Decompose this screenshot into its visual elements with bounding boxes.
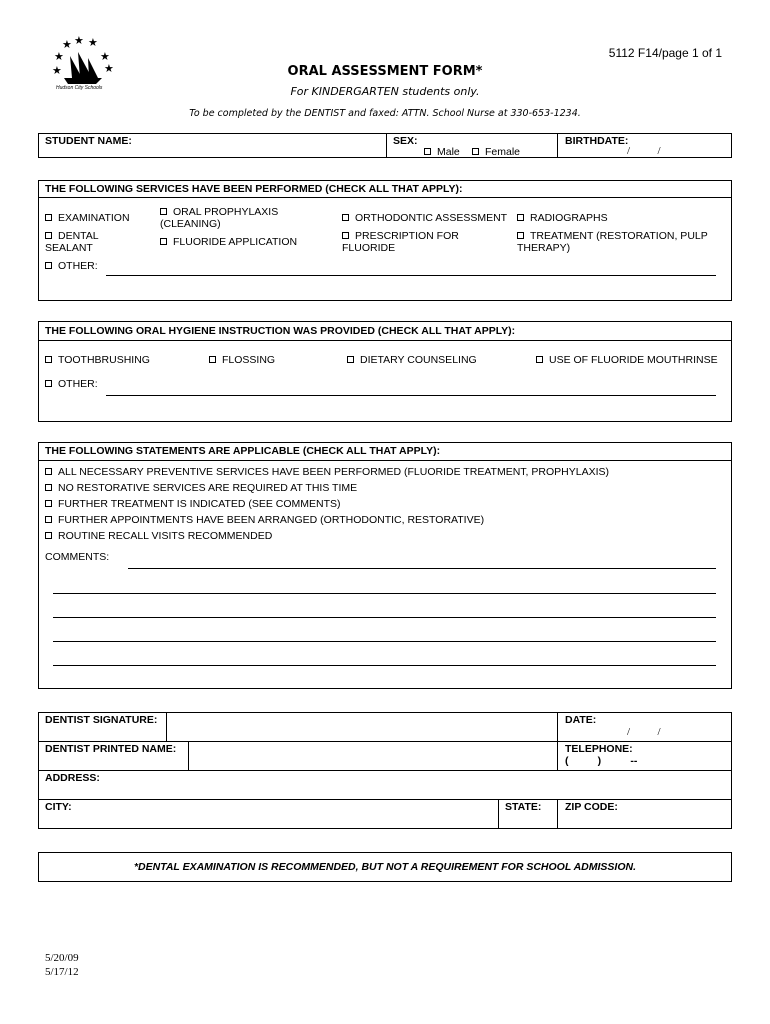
flossing-checkbox[interactable] <box>209 356 216 363</box>
logo-caption: Hudson City Schools <box>56 85 103 91</box>
statement-checkbox[interactable] <box>45 516 52 523</box>
treatment-checkbox[interactable] <box>517 232 524 239</box>
sex-male-option[interactable]: Male <box>424 146 460 158</box>
services-other-checkbox[interactable] <box>45 262 52 269</box>
services-other-field[interactable] <box>106 275 716 276</box>
dentist-printed-name-field[interactable] <box>190 742 556 769</box>
dentist-signature-label: DENTIST SIGNATURE: <box>45 714 158 726</box>
hygiene-heading: THE FOLLOWING ORAL HYGIENE INSTRUCTION WAS PROVIDED (CHECK ALL THAT APPLY): <box>45 325 516 337</box>
statement-checkbox[interactable] <box>45 484 52 491</box>
state-label: STATE: <box>505 801 542 813</box>
form-instruction: To be completed by the DENTIST and faxed: ATTN. School Nurse at 330-653-1234. <box>189 108 581 119</box>
revision-date: 5/17/12 <box>45 966 79 978</box>
dietary-option[interactable]: DIETARY COUNSELING <box>347 354 477 366</box>
admission-note: *DENTAL EXAMINATION IS RECOMMENDED, BUT NOT A REQUIREMENT FOR SCHOOL ADMISSION. <box>133 861 637 873</box>
statement-item[interactable]: NO RESTORATIVE SERVICES ARE REQUIRED AT THIS TIME <box>45 482 357 494</box>
hygiene-other-checkbox[interactable] <box>45 380 52 387</box>
mouthrinse-checkbox[interactable] <box>536 356 543 363</box>
statement-item[interactable]: ROUTINE RECALL VISITS RECOMMENDED <box>45 530 272 542</box>
dentist-signature-field[interactable] <box>168 713 556 740</box>
sex-label: SEX: <box>393 135 418 147</box>
comments-line[interactable] <box>128 568 716 569</box>
city-label: CITY: <box>45 801 72 813</box>
sex-female-option[interactable]: Female <box>472 146 520 158</box>
prophylaxis-checkbox[interactable] <box>160 208 167 215</box>
statements-heading: THE FOLLOWING STATEMENTS ARE APPLICABLE (CHECK ALL THAT APPLY): <box>45 445 441 457</box>
services-heading: THE FOLLOWING SERVICES HAVE BEEN PERFORMED (CHECK ALL THAT APPLY): <box>45 183 463 195</box>
radiographs-checkbox[interactable] <box>517 214 524 221</box>
date-field[interactable]: / / <box>627 726 661 738</box>
treatment-option[interactable]: TREATMENT (RESTORATION, PULP THERAPY) <box>517 230 708 254</box>
comments-line[interactable] <box>53 665 716 666</box>
telephone-label: TELEPHONE: <box>565 743 633 755</box>
statements-section <box>38 442 732 689</box>
prophylaxis-option[interactable]: ORAL PROPHYLAXIS (CLEANING) <box>160 206 279 230</box>
dentist-printed-name-label: DENTIST PRINTED NAME: <box>45 743 177 755</box>
statement-checkbox[interactable] <box>45 468 52 475</box>
statement-item[interactable]: FURTHER TREATMENT IS INDICATED (SEE COMMENTS) <box>45 498 341 510</box>
svg-text:★: ★ <box>88 36 98 49</box>
statement-item[interactable]: ALL NECESSARY PREVENTIVE SERVICES HAVE BEEN PERFORMED (FLUORIDE TREATMENT, PROPHYLAXIS) <box>45 466 609 478</box>
form-title: ORAL ASSESSMENT FORM* <box>287 64 483 79</box>
statement-checkbox[interactable] <box>45 500 52 507</box>
comments-label: COMMENTS: <box>45 551 110 563</box>
prescription-checkbox[interactable] <box>342 232 349 239</box>
svg-text:★: ★ <box>62 38 72 51</box>
city-field[interactable] <box>80 800 496 828</box>
comments-line[interactable] <box>53 617 716 618</box>
toothbrushing-option[interactable]: TOOTHBRUSHING <box>45 354 150 366</box>
svg-text:★: ★ <box>52 64 62 77</box>
fluoride-application-checkbox[interactable] <box>160 238 167 245</box>
orthodontic-checkbox[interactable] <box>342 214 349 221</box>
statement-checkbox[interactable] <box>45 532 52 539</box>
date-label: DATE: <box>565 714 597 726</box>
orthodontic-option[interactable]: ORTHODONTIC ASSESSMENT <box>342 212 507 224</box>
dental-sealant-option[interactable]: DENTAL SEALANT <box>45 230 99 254</box>
birthdate-field[interactable]: / / <box>627 145 661 157</box>
zip-label: ZIP CODE: <box>565 801 618 813</box>
male-checkbox[interactable] <box>424 148 431 155</box>
mouthrinse-option[interactable]: USE OF FLUORIDE MOUTHRINSE <box>536 354 718 366</box>
dietary-checkbox[interactable] <box>347 356 354 363</box>
student-name-field[interactable] <box>130 134 384 156</box>
dental-sealant-checkbox[interactable] <box>45 232 52 239</box>
flossing-option[interactable]: FLOSSING <box>209 354 275 366</box>
birthdate-label: BIRTHDATE: <box>565 135 629 147</box>
radiographs-option[interactable]: RADIOGRAPHS <box>517 212 608 224</box>
hygiene-other-field[interactable] <box>106 395 716 396</box>
address-field[interactable] <box>100 771 730 798</box>
revision-date: 5/20/09 <box>45 952 79 964</box>
services-other-option[interactable]: OTHER: <box>45 260 98 272</box>
svg-text:★: ★ <box>74 34 84 47</box>
student-name-label: STUDENT NAME: <box>45 135 132 147</box>
statement-item[interactable]: FURTHER APPOINTMENTS HAVE BEEN ARRANGED (ORTHODONTIC, RESTORATIVE) <box>45 514 484 526</box>
examination-option[interactable]: EXAMINATION <box>45 212 130 224</box>
hygiene-other-option[interactable]: OTHER: <box>45 378 98 390</box>
prescription-option[interactable]: PRESCRIPTION FOR FLUORIDE <box>342 230 459 254</box>
comments-line[interactable] <box>53 641 716 642</box>
toothbrushing-checkbox[interactable] <box>45 356 52 363</box>
telephone-field[interactable]: ( ) -- <box>565 755 638 767</box>
fluoride-application-option[interactable]: FLUORIDE APPLICATION <box>160 236 297 248</box>
female-checkbox[interactable] <box>472 148 479 155</box>
examination-checkbox[interactable] <box>45 214 52 221</box>
form-code: 5112 F14/page 1 of 1 <box>608 46 722 60</box>
svg-text:★: ★ <box>100 50 110 63</box>
form-subtitle: For KINDERGARTEN students only. <box>290 85 480 98</box>
svg-text:★: ★ <box>54 50 64 63</box>
svg-text:★: ★ <box>104 62 114 75</box>
comments-line[interactable] <box>53 593 716 594</box>
address-label: ADDRESS: <box>45 772 100 784</box>
